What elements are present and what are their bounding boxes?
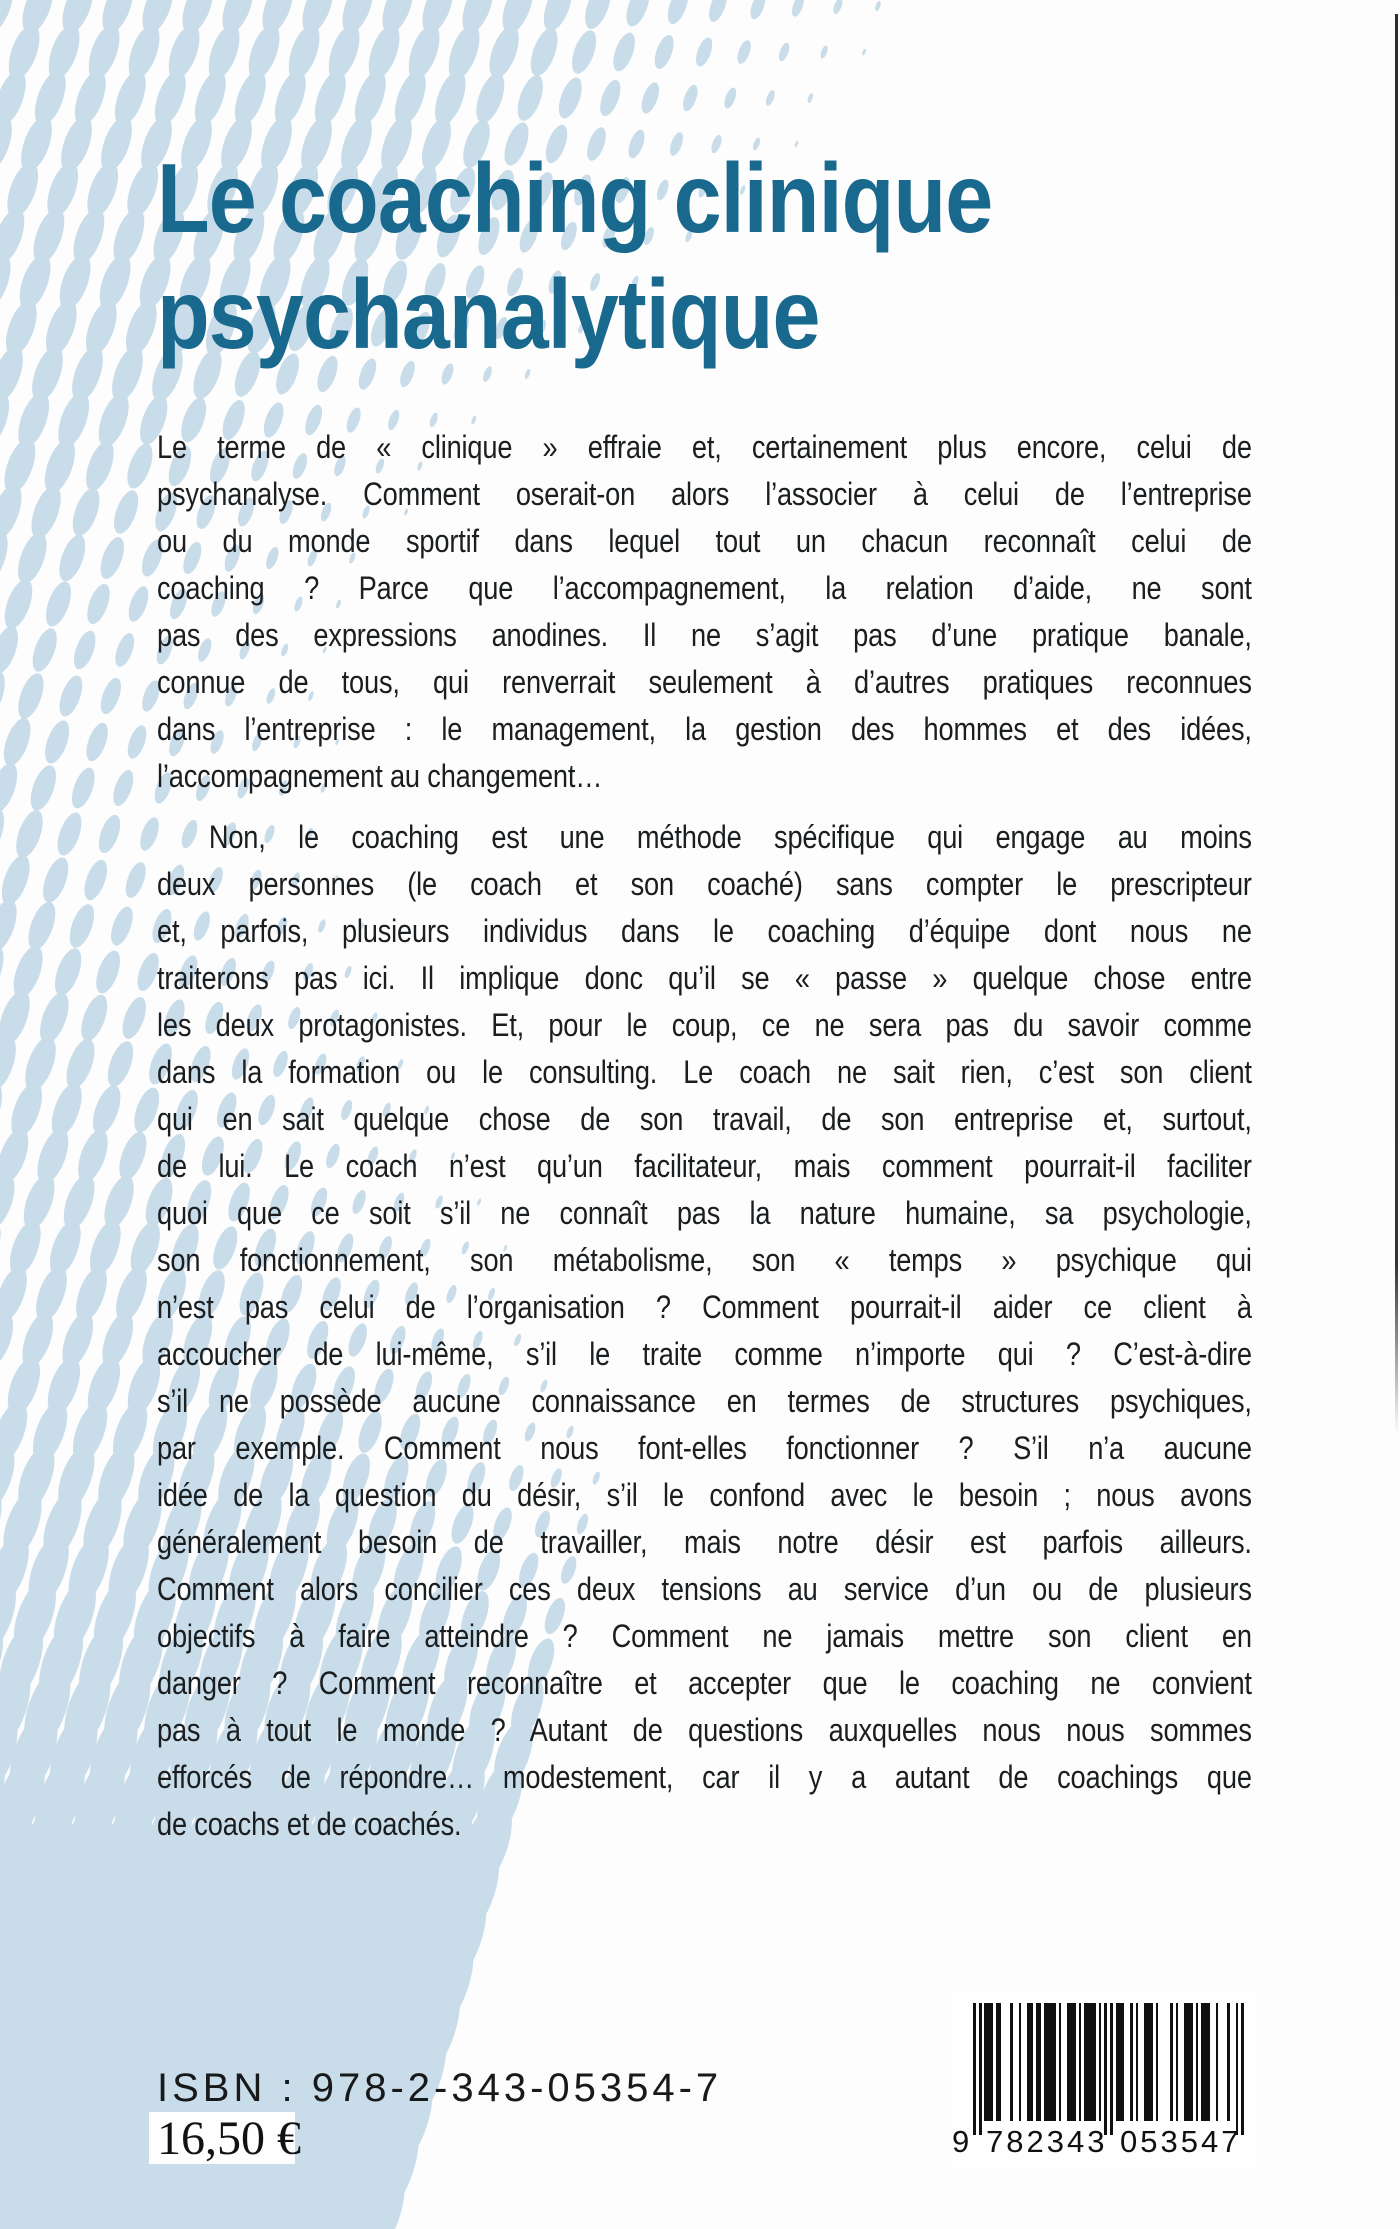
text-line: dans l’entreprise : le management, la gestion des hommes et des idées, — [157, 711, 1252, 747]
barcode-bar — [1110, 2003, 1113, 2135]
text-line: coaching ? Parce que l’accompagnement, la relation d’aide, ne sont — [157, 570, 1252, 606]
text-line: danger ? Comment reconnaître et accepter que le coaching ne convient — [157, 1665, 1252, 1701]
text-line: et, parfois, plusieurs individus dans le coaching d’équipe dont nous ne — [157, 913, 1252, 949]
price-text: 16,50 € — [157, 2112, 301, 2165]
barcode-bar — [1227, 2003, 1230, 2121]
text-line: qui en sait quelque chose de son travail, de son entreprise et, surtout, — [157, 1101, 1252, 1137]
barcode-bar — [1084, 2003, 1095, 2121]
text-line: quoi que ce soit s’il ne connaît pas la nature humaine, sa psychologie, — [157, 1195, 1252, 1231]
text-line: son fonctionnement, son métabolisme, son « temps » psychique qui — [157, 1242, 1252, 1278]
barcode-bar — [1170, 2003, 1173, 2121]
barcode-bar — [1019, 2003, 1022, 2121]
text-line: de lui. Le coach n’est qu’un facilitateur, mais comment pourrait-il faciliter — [157, 1148, 1252, 1184]
text-line: n’est pas celui de l’organisation ? Comment pourrait-il aider ce client à — [157, 1289, 1252, 1325]
barcode-bar — [1099, 2003, 1102, 2121]
text-line: Comment alors concilier ces deux tensions au service d’un ou de plusieurs — [157, 1571, 1252, 1607]
barcode-bar — [1104, 2003, 1107, 2135]
text-line: s’il ne possède aucune connaissance en termes de structures psychiques, — [157, 1383, 1252, 1419]
barcode-bar — [1144, 2003, 1153, 2121]
text-line: deux personnes (le coach et son coaché) sans compter le prescripteur — [157, 866, 1252, 902]
barcode — [950, 1990, 1262, 2168]
barcode-bar — [1116, 2003, 1125, 2121]
ean-group-left: 782343 — [986, 2124, 1108, 2159]
text-line: traiterons pas ici. Il implique donc qu’il se « passe » quelque chose entre — [157, 960, 1252, 996]
text-line: Non, le coaching est une méthode spécifique qui engage au moins — [208, 819, 1252, 855]
book-title-line-2: psychanalytique — [157, 258, 820, 369]
barcode-bar — [984, 2003, 993, 2121]
ean-group-right: 053547 — [1120, 2124, 1242, 2159]
barcode-bar — [1010, 2003, 1013, 2121]
barcode-bar — [1079, 2003, 1082, 2121]
text-line: de coachs et de coachés. — [157, 1806, 462, 1842]
page-edge-line — [1395, 14, 1398, 1434]
text-line: pas à tout le monde ? Autant de questions auxquelles nous nous sommes — [157, 1712, 1252, 1748]
barcode-bar — [1136, 2003, 1139, 2121]
book-title — [157, 140, 1195, 372]
barcode-bar — [1156, 2003, 1159, 2121]
barcode-bar — [1236, 2003, 1239, 2135]
barcode-bar — [1201, 2003, 1210, 2121]
text-line: les deux protagonistes. Et, pour le coup, ce ne sera pas du savoir comme — [157, 1007, 1252, 1043]
barcode-bar — [1059, 2003, 1062, 2121]
back-cover-text — [157, 424, 1252, 1848]
text-line: généralement besoin de travailler, mais notre désir est parfois ailleurs. — [157, 1524, 1252, 1560]
paragraph — [157, 814, 1252, 1848]
barcode-bar — [1044, 2003, 1055, 2121]
barcode-bar — [1036, 2003, 1042, 2121]
barcode-bar — [1027, 2003, 1033, 2121]
text-line: accoucher de lui-même, s’il le traite comme n’importe qui ? C’est-à-dire — [157, 1336, 1252, 1372]
ean-digit-first: 9 — [952, 2124, 970, 2159]
barcode-bar — [1216, 2003, 1219, 2121]
book-title-line-1: Le coaching clinique — [157, 142, 993, 253]
text-line: idée de la question du désir, s’il le confond avec le besoin ; nous avons — [157, 1477, 1252, 1513]
text-line: pas des expressions anodines. Il ne s’agit pas d’une pratique banale, — [157, 617, 1252, 653]
text-line: Le terme de « clinique » effraie et, certainement plus encore, celui de — [157, 429, 1252, 465]
text-line: dans la formation ou le consulting. Le coach ne sait rien, c’est son client — [157, 1054, 1252, 1090]
barcode-bar — [996, 2003, 1002, 2121]
barcode-bars — [973, 2003, 1245, 2135]
text-line: par exemple. Comment nous font-elles fonctionner ? S’il n’a aucune — [157, 1430, 1252, 1466]
barcode-bar — [1067, 2003, 1076, 2121]
paragraph — [157, 424, 1252, 800]
text-line: l’accompagnement au changement… — [157, 758, 603, 794]
text-line: efforcés de répondre… modestement, car il y a autant de coachings que — [157, 1759, 1252, 1795]
barcode-bar — [1196, 2003, 1199, 2121]
barcode-bar — [1241, 2003, 1244, 2135]
barcode-bar — [979, 2003, 982, 2135]
text-line: psychanalyse. Comment oserait-on alors l’associer à celui de l’entreprise — [157, 476, 1252, 512]
barcode-bar — [1184, 2003, 1193, 2121]
text-line: connue de tous, qui renverrait seulement à d’autres pratiques reconnues — [157, 664, 1252, 700]
barcode-bar — [973, 2003, 976, 2135]
isbn-text: ISBN : 978-2-343-05354-7 — [157, 2066, 723, 2110]
text-line: objectifs à faire atteindre ? Comment ne jamais mettre son client en — [157, 1618, 1252, 1654]
barcode-bar — [1130, 2003, 1133, 2121]
barcode-bar — [1176, 2003, 1179, 2121]
text-line: ou du monde sportif dans lequel tout un chacun reconnaît celui de — [157, 523, 1252, 559]
